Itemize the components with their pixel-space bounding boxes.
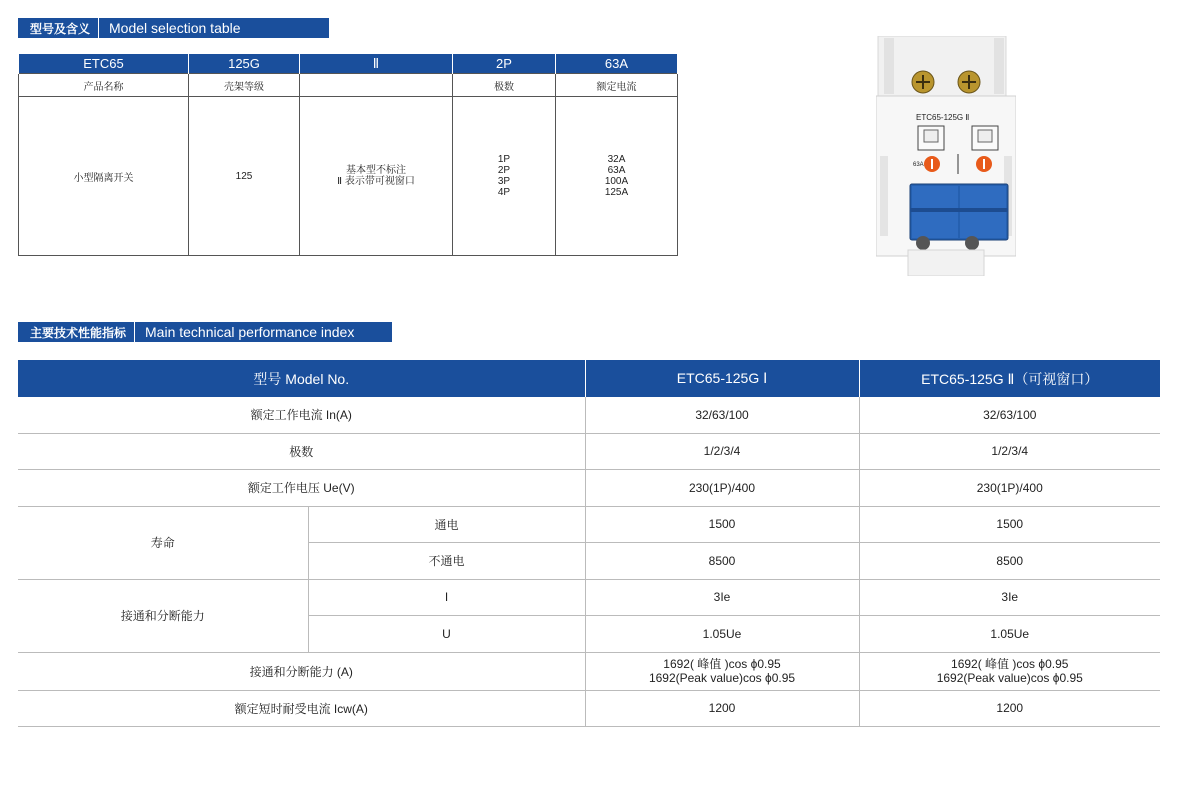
model-selection-table [18,54,678,256]
pole-value: 2P [497,165,511,176]
value-cell: 3Ie [585,579,859,616]
header-cell: ETC65-125G Ⅱ（可视窗口） [859,360,1160,397]
current-value: 32A [607,154,626,165]
pole-value: 3P [497,176,511,187]
value-line: 1692(Peak value)cos ϕ0.95 [648,671,796,685]
table-header-row [19,54,678,74]
value-cell: 3Ie [859,579,1160,616]
section-header-performance [18,322,392,342]
sub-label: 通电 [308,506,585,543]
value-cell: 32/63/100 [585,397,859,433]
value-cell: 1200 [585,690,859,727]
table-header-row [18,360,1160,397]
value-cell [859,652,1160,690]
value-cell: 1/2/3/4 [859,433,1160,470]
row-label: 额定工作电流 In(A) [18,397,585,433]
header-cell: ETC65 [19,54,189,74]
section-title-cn: 型号及含义 [30,21,91,36]
frame-cell: 125 [189,97,300,256]
sub-label: I [308,579,585,616]
row-label: 接通和分断能力 (A) [18,652,585,690]
terminal-screw-icon [965,236,979,250]
value-cell: 1500 [859,506,1160,543]
table-row [18,470,1160,507]
product-top-housing [878,36,1006,96]
product-image [876,36,1016,276]
row-label: 额定工作电压 Ue(V) [18,470,585,507]
type-line: Ⅱ 表示带可视窗口 [337,176,415,187]
row-label: 额定短时耐受电流 Icw(A) [18,690,585,727]
current-cell [556,97,678,256]
row-label: 极数 [18,433,585,470]
table-row [19,97,678,256]
performance-table [18,360,1160,727]
table-row [19,74,678,97]
value-cell: 230(1P)/400 [585,470,859,507]
value-cell: 230(1P)/400 [859,470,1160,507]
table-row [18,433,1160,470]
current-value: 100A [604,176,629,187]
rating-label: 63A [913,162,924,168]
product-bottom-housing [908,250,984,276]
table-row [18,506,1160,543]
header-cell: ETC65-125G Ⅰ [585,360,859,397]
row-label: 接通和分断能力 [18,579,308,652]
table-row [18,652,1160,690]
header-cell: 125G [189,54,300,74]
label-cell: 产品名称 [19,74,189,97]
sub-label: U [308,616,585,653]
current-value: 125A [604,187,629,198]
row-label: 寿命 [18,506,308,579]
label-cell [300,74,453,97]
header-cell: 63A [556,54,678,74]
table-row [18,579,1160,616]
value-cell [585,652,859,690]
poles-cell [453,97,556,256]
label-cell: 额定电流 [556,74,678,97]
header-cell: 2P [453,54,556,74]
header-cell: Ⅱ [300,54,453,74]
section-title-en: Model selection table [109,20,241,36]
product-name-cell: 小型隔离开关 [19,97,189,256]
section-header-model-selection [18,18,329,38]
type-cell [300,97,453,256]
section-title-cn: 主要技术性能指标 [30,325,127,340]
value-cell: 1.05Ue [859,616,1160,653]
type-line: 基本型不标注 [346,165,406,176]
value-cell: 1200 [859,690,1160,727]
pole-value: 1P [497,154,511,165]
sub-label: 不通电 [308,543,585,580]
table-row [18,397,1160,433]
value-line: 1692( 峰值 )cos ϕ0.95 [951,657,1069,671]
section-title-en: Main technical performance index [145,324,355,340]
product-label: ETC65-125G Ⅱ [916,113,970,122]
value-cell: 1.05Ue [585,616,859,653]
value-cell: 8500 [859,543,1160,580]
table-row [18,690,1160,727]
terminal-screw-icon [916,236,930,250]
value-cell: 1500 [585,506,859,543]
value-cell: 1/2/3/4 [585,433,859,470]
value-line: 1692( 峰值 )cos ϕ0.95 [663,657,781,671]
current-value: 63A [607,165,626,176]
pole-value: 4P [497,187,511,198]
label-cell: 壳架等级 [189,74,300,97]
value-cell: 32/63/100 [859,397,1160,433]
header-cell: 型号 Model No. [18,360,585,397]
value-line: 1692(Peak value)cos ϕ0.95 [936,671,1083,685]
value-cell: 8500 [585,543,859,580]
label-cell: 极数 [453,74,556,97]
